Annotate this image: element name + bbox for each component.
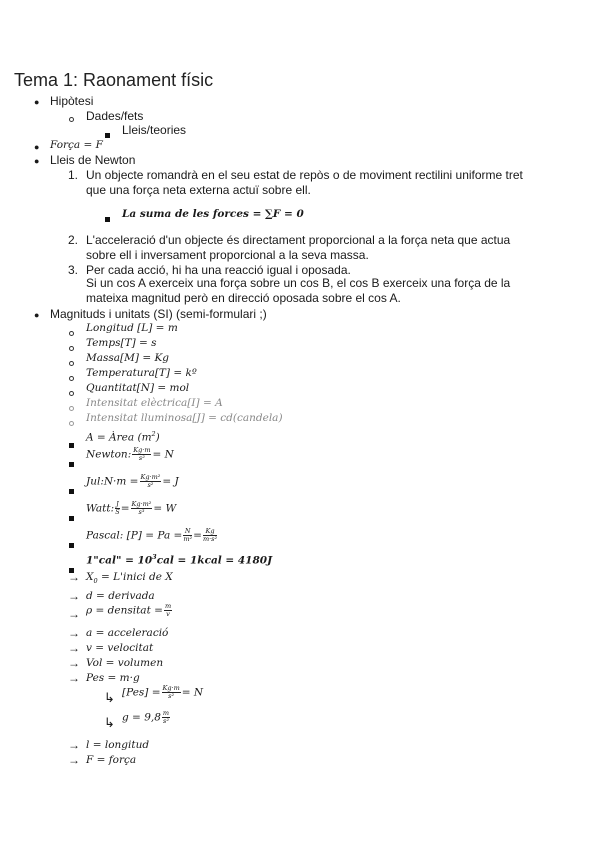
- arrow-right-icon: →: [68, 656, 80, 670]
- f-definition: F = força: [86, 754, 137, 766]
- bullet-square-icon: [105, 211, 110, 226]
- bullet-square-icon: [105, 127, 110, 142]
- newton-law-3b: Si un cos A exerceix una força sobre un cos B, el cos B exerceix una força de la mateixa magnitud però en direcció oposada sobre el cos A.: [86, 276, 511, 305]
- forca-formula: Força = F: [50, 139, 103, 151]
- jul-formula: Jul:N·m = $\frac{\text{Kg·m²}}{\text{s²}}$ = J: [86, 473, 179, 489]
- arrow-right-icon: →: [68, 626, 80, 640]
- magnituds-heading: Magnituds i unitats (SI) (semi-formulari ;): [50, 307, 267, 321]
- arrow-right-icon: →: [68, 671, 80, 685]
- pes-unit-formula: [Pes] = $\frac{Kg\cdot m}{\text{s²}}$ = N: [122, 684, 204, 700]
- bullet-circle-icon: [69, 340, 74, 355]
- lleis-newton-label: Lleis de Newton: [50, 153, 136, 167]
- bullet-disc-icon: ●: [34, 97, 40, 107]
- area-formula: A = Àrea $(m^2)$: [86, 430, 160, 444]
- l-definition: l = longitud: [86, 739, 150, 751]
- newton-law-3a: Per cada acció, hi ha una reacció igual i oposada.: [86, 263, 351, 277]
- bullet-disc-icon: ●: [34, 156, 40, 166]
- bullet-circle-icon: [69, 355, 74, 370]
- si-intensitat-electrica: Intensitat elèctrica[I] = A: [86, 397, 223, 409]
- law-number: 1.: [68, 168, 79, 182]
- arrow-right-icon: →: [68, 738, 80, 752]
- bullet-circle-icon: [69, 325, 74, 340]
- bullet-circle-icon: [69, 400, 74, 415]
- lleis-teories-label: Lleis/teories: [122, 123, 187, 137]
- v-definition: v = velocitat: [86, 642, 154, 654]
- bullet-disc-icon: ●: [34, 310, 40, 320]
- arrow-right-icon: →: [68, 570, 80, 584]
- rho-definition: ρ = densitat = $\frac{m}{v}$: [86, 602, 172, 618]
- list-item: [34, 94, 39, 110]
- bullet-circle-icon: [69, 370, 74, 385]
- newton-law-2: L'acceleració d'un objecte és directament proporcional a la força neta que actua sobre ell i inversament proporcional a la seva massa.: [86, 233, 511, 262]
- arrow-right-icon: →: [68, 589, 80, 603]
- arrow-right-icon: →: [68, 607, 80, 621]
- pes-definition: Pes = m·g: [86, 672, 140, 684]
- hipotesi-label: Hipòtesi: [50, 94, 94, 108]
- bullet-square-icon: [69, 510, 74, 525]
- bullet-circle-icon: [69, 385, 74, 400]
- arrow-right-icon: →: [68, 641, 80, 655]
- suma-forces-formula: La suma de les forces = ∑F = 0: [122, 208, 304, 220]
- hook-arrow-icon: ↳: [104, 690, 115, 705]
- si-massa: Massa[M] = Kg: [86, 352, 170, 364]
- vol-definition: Vol = volumen: [86, 657, 164, 669]
- law-number: 3.: [68, 263, 79, 277]
- caloria-formula: 1"cal" = $10^3cal$ = 1kcal = 4180J: [86, 553, 273, 567]
- page-title: Tema 1: Raonament físic: [14, 70, 214, 90]
- si-longitud: Longitud [L] = m: [86, 322, 178, 334]
- si-temps: Temps[T] = s: [86, 337, 157, 349]
- bullet-square-icon: [69, 437, 74, 452]
- si-quantitat: Quantitat[N] = mol: [86, 382, 190, 394]
- gravity-formula: g = 9,8 $\frac{m}{\text{s²}}$: [122, 709, 170, 725]
- dades-label: Dades/fets: [86, 109, 144, 123]
- arrow-right-icon: →: [68, 753, 80, 767]
- pascal-formula: Pascal: [P] = Pa = $\frac{N}{\text{m²}}$ = $\frac{Kg}{\text{m·s²}}$: [86, 527, 218, 543]
- hook-arrow-icon: ↳: [104, 715, 115, 730]
- newton-formula: Newton: $\frac{Kg\cdot m}{\text{s²}}$ = N: [86, 446, 174, 462]
- watt-formula: Watt: $\frac{J}{S}$ = $\frac{\text{Kg·m²}}{\text{s³}}$ = W: [86, 500, 177, 516]
- d-definition: d = derivada: [86, 590, 155, 602]
- x0-definition: $X_0$ = L'inici de X: [86, 571, 173, 586]
- bullet-circle-icon: [69, 111, 74, 126]
- bullet-circle-icon: [69, 415, 74, 430]
- bullet-square-icon: [69, 537, 74, 552]
- bullet-disc-icon: ●: [34, 142, 40, 152]
- newton-law-1: Un objecte romandrà en el seu estat de repòs o de moviment rectilini uniforme tret que una força neta externa actuï sobre ell.: [86, 168, 523, 197]
- bullet-square-icon: [69, 456, 74, 471]
- bullet-square-icon: [69, 483, 74, 498]
- law-number: 2.: [68, 233, 79, 247]
- si-temperatura: Temperatura[T] = kº: [86, 367, 197, 379]
- a-definition: a = acceleració: [86, 627, 169, 639]
- si-intensitat-lluminosa: Intensitat lluminosa[J] = cd(candela): [86, 412, 283, 424]
